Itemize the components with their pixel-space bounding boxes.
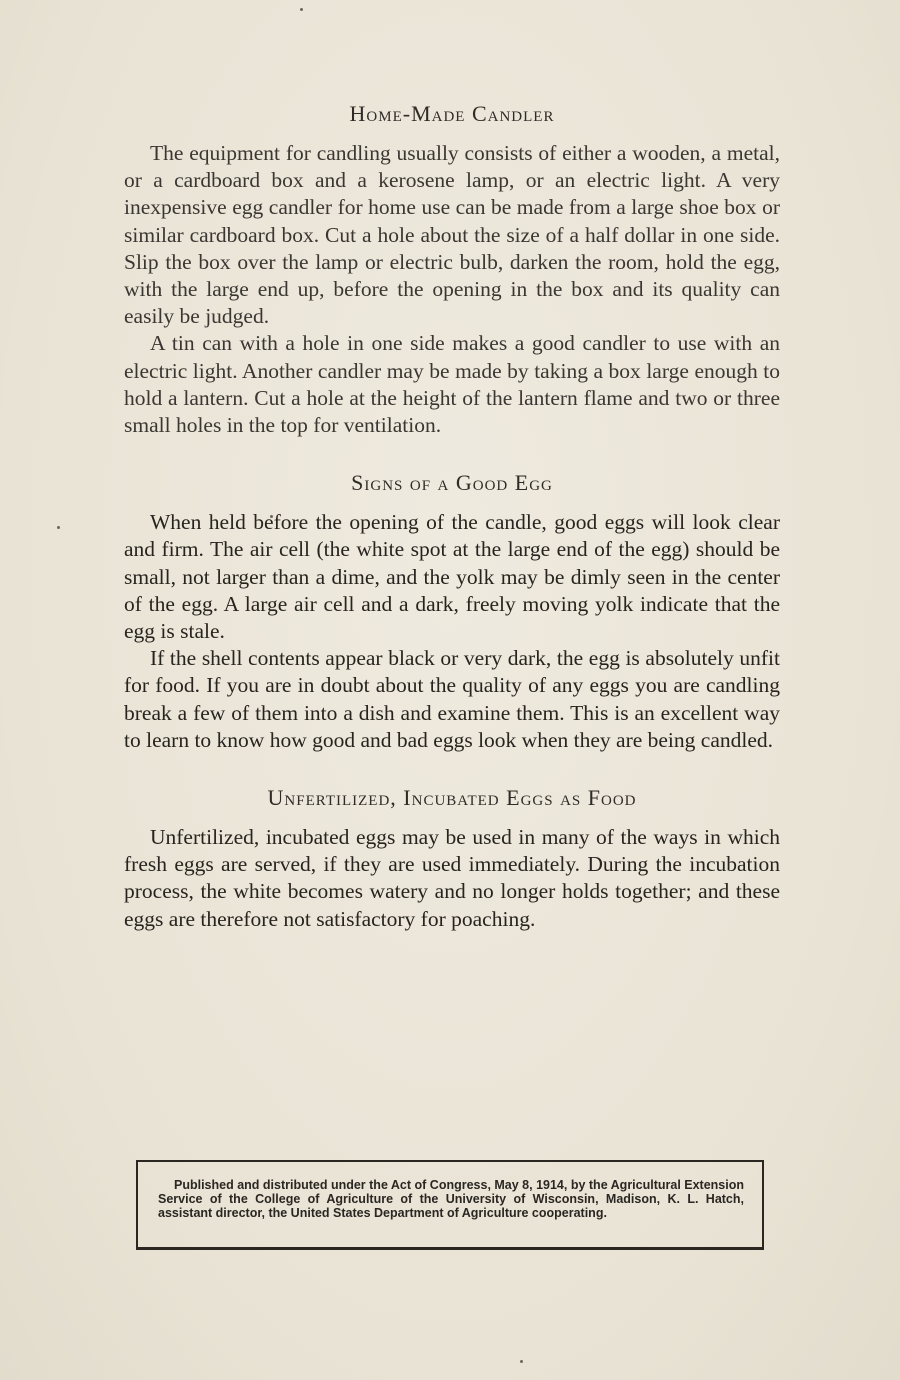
section-unfertilized-eggs [124, 782, 780, 933]
publication-notice-box [136, 1160, 764, 1250]
section-signs-of-good-egg [124, 467, 780, 754]
paragraph: When held before the opening of the candle, good eggs will look clear and firm. The air cell (the white spot at the large end of the egg) should be small, not larger than a dime, and the yolk may be dimly seen in the center of the egg. A large air cell and a dark, freely moving yolk indicate that the egg is stale. [124, 510, 780, 644]
paragraph: The equipment for candling usually consists of either a wooden, a metal, or a cardboard box and a kerosene lamp, or an electric light. A very inexpensive egg candler for home use can be made from a large shoe box or similar cardboard box. Cut a hole about the size of a half dollar in one side. Slip the box over the lamp or electric bulb, darken the room, hold the egg, with the large end up, before the opening in the box and its quality can easily be judged. [124, 141, 780, 329]
publication-notice: Published and distributed under the Act of Congress, May 8, 1914, by the Agricultural Extension Service of the College of Agriculture of the University of Wisconsin, Madison, K. L. Hatch, assistant director, the United States Department of Agriculture cooperating. [158, 1178, 745, 1220]
section-heading: Signs of a Good Egg [351, 470, 553, 496]
paper-speck [57, 526, 60, 529]
paragraph: If the shell contents appear black or very dark, the egg is absolutely unfit for food. If you are in doubt about the quality of any eggs you are candling break a few of them into a dish and examine them. This is an excellent way to learn to know how good and bad eggs look when they are being candled. [124, 646, 780, 752]
paragraph: A tin can with a hole in one side makes a good candler to use with an electric light. Another candler may be made by taking a box large enough to hold a lantern. Cut a hole at the height of the lantern flame and two or three small holes in the top for ventilation. [124, 331, 780, 438]
paragraph: Unfertilized, incubated eggs may be used in many of the ways in which fresh eggs are served, if they are used immediately. During the incubation process, the white becomes watery and no longer holds together; and these eggs are therefore not satisfactory for poaching. [124, 825, 780, 931]
article-body [124, 98, 780, 933]
paper-speck [300, 8, 303, 11]
section-heading: Home-Made Candler [349, 101, 555, 126]
paper-speck [520, 1360, 523, 1363]
section-heading: Unfertilized, Incubated Eggs as Food [267, 785, 637, 811]
section-home-made-candler [124, 98, 780, 439]
